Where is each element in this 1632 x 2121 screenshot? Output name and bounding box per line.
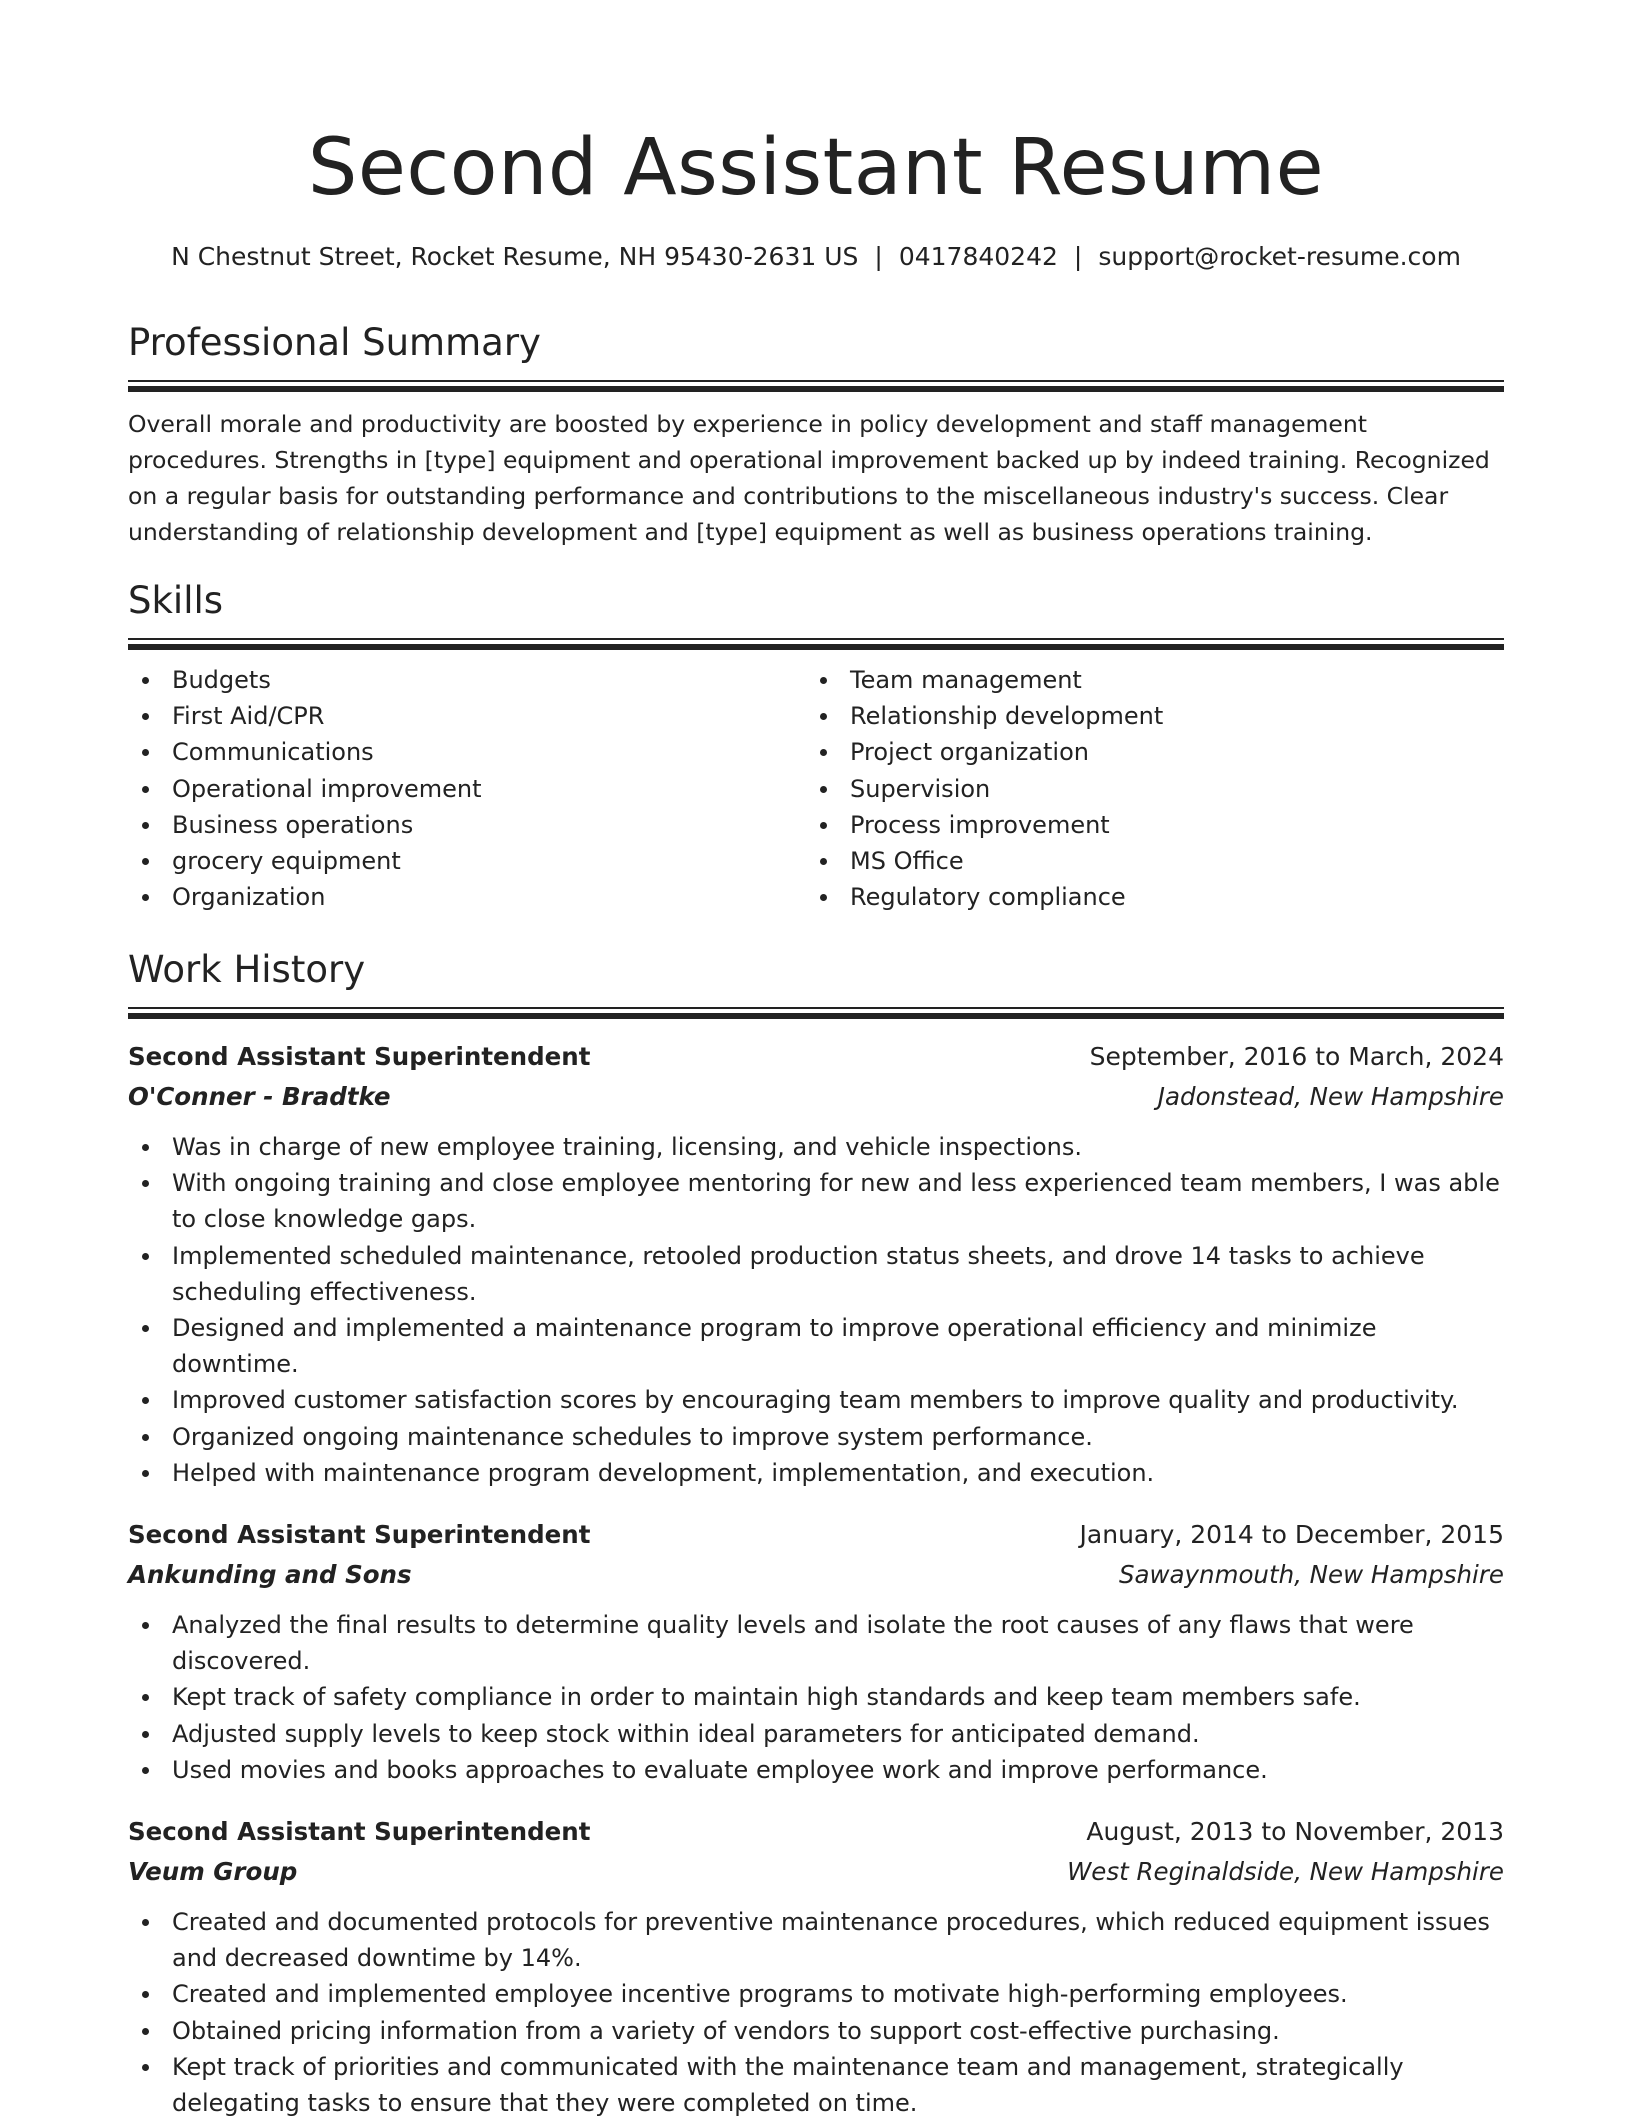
section-title-skills: Skills [128, 579, 224, 622]
job-bullet: Helped with maintenance program development, implementation, and execution. [172, 1455, 1504, 1491]
work-history-section [128, 945, 1504, 2121]
contact-phone: 0417840242 [898, 242, 1058, 271]
job-bullet: Created and implemented employee incentive programs to motivate high-performing employees. [172, 1976, 1504, 2012]
job-bullet: Was in charge of new employee training, licensing, and vehicle inspections. [172, 1129, 1504, 1165]
job-dates: January, 2014 to December, 2015 [1079, 1520, 1504, 1550]
contact-email: support@rocket-resume.com [1098, 242, 1461, 271]
skill-item: Operational improvement [172, 771, 806, 807]
job-bullet: Analyzed the final results to determine quality levels and isolate the root causes of any flaws that were discovered. [172, 1607, 1504, 1679]
skill-item: Project organization [850, 734, 1484, 770]
section-divider [128, 380, 1504, 392]
job-entry [128, 1812, 1504, 2121]
job-bullets [128, 1129, 1504, 1491]
job-title: Second Assistant Superintendent [128, 1520, 591, 1550]
job-company-row [128, 1077, 1504, 1117]
skills-columns [128, 662, 1504, 915]
skill-item: Relationship development [850, 698, 1484, 734]
job-location: Jadonstead, New Hampshire [1157, 1082, 1504, 1111]
section-title-summary: Professional Summary [128, 321, 541, 364]
skill-item: grocery equipment [172, 843, 806, 879]
section-divider [128, 1007, 1504, 1019]
job-bullet: Kept track of priorities and communicated with the maintenance team and management, strategically delegating tasks to ensure that they were completed on time. [172, 2049, 1504, 2121]
section-divider [128, 638, 1504, 650]
contact-line [128, 240, 1504, 274]
skill-item: Communications [172, 734, 806, 770]
job-bullet: With ongoing training and close employee mentoring for new and less experienced team members, I was able to close knowledge gaps. [172, 1165, 1504, 1237]
skill-item: Business operations [172, 807, 806, 843]
job-bullet: Improved customer satisfaction scores by encouraging team members to improve quality and productivity. [172, 1382, 1504, 1418]
skill-item: First Aid/CPR [172, 698, 806, 734]
contact-separator: | [1073, 242, 1083, 271]
job-bullets [128, 1904, 1504, 2121]
section-title-work: Work History [128, 948, 366, 991]
job-location: West Reginaldside, New Hampshire [1067, 1857, 1504, 1887]
skills-section [128, 576, 1504, 915]
job-title: Second Assistant Superintendent [128, 1042, 591, 1071]
professional-summary-section [128, 318, 1504, 550]
skill-item: Team management [850, 662, 1484, 698]
job-bullet: Organized ongoing maintenance schedules to improve system performance. [172, 1419, 1504, 1455]
skill-item: Organization [172, 879, 806, 915]
job-header-row [128, 1037, 1504, 1077]
job-bullet: Adjusted supply levels to keep stock within ideal parameters for anticipated demand. [172, 1716, 1504, 1752]
job-bullet: Used movies and books approaches to evaluate employee work and improve performance. [172, 1752, 1504, 1788]
resume-name: Second Assistant Resume [307, 123, 1325, 213]
job-bullet: Obtained pricing information from a variety of vendors to support cost-effective purchasing. [172, 2013, 1504, 2049]
skill-item: Process improvement [850, 807, 1484, 843]
job-location: Sawaynmouth, New Hampshire [1118, 1560, 1504, 1590]
job-header-row [128, 1812, 1504, 1852]
job-title: Second Assistant Superintendent [128, 1817, 591, 1847]
job-bullet: Kept track of safety compliance in order to maintain high standards and keep team members safe. [172, 1679, 1504, 1715]
job-company-row [128, 1555, 1504, 1595]
skills-list-left [128, 662, 806, 915]
job-bullets [128, 1607, 1504, 1788]
job-bullet: Created and documented protocols for preventive maintenance procedures, which reduced equipment issues and decreased downtime by 14%. [172, 1904, 1504, 1976]
skill-item: Budgets [172, 662, 806, 698]
job-company: Ankunding and Sons [128, 1560, 412, 1590]
skill-item: MS Office [850, 843, 1484, 879]
job-bullet: Designed and implemented a maintenance program to improve operational efficiency and minimize downtime. [172, 1310, 1504, 1382]
skill-item: Supervision [850, 771, 1484, 807]
resume-page [128, 0, 1504, 2118]
job-header-row [128, 1515, 1504, 1555]
job-bullet: Implemented scheduled maintenance, retooled production status sheets, and drove 14 tasks to achieve scheduling effectiveness. [172, 1238, 1504, 1310]
summary-text: Overall morale and productivity are boosted by experience in policy development and staff management procedures. Strengths in [type] equipment and operational improvement backed up by indeed training. Recognized on a regular basis for outstanding performance and contributions to the miscellaneous industry's success. Clear understanding of relationship development and [type] equipment as well as business operations training. [128, 410, 1490, 546]
job-dates: August, 2013 to November, 2013 [1086, 1817, 1504, 1847]
job-company: O'Conner - Bradtke [128, 1082, 391, 1111]
skills-list-right [806, 662, 1484, 915]
job-dates: September, 2016 to March, 2024 [1089, 1042, 1504, 1071]
job-company-row [128, 1852, 1504, 1892]
job-entry [128, 1515, 1504, 1788]
job-company: Veum Group [128, 1857, 298, 1887]
skill-item: Regulatory compliance [850, 879, 1484, 915]
job-entry [128, 1037, 1504, 1491]
contact-address: N Chestnut Street, Rocket Resume, NH 95430-2631 US [171, 242, 859, 271]
contact-separator: | [874, 242, 883, 271]
